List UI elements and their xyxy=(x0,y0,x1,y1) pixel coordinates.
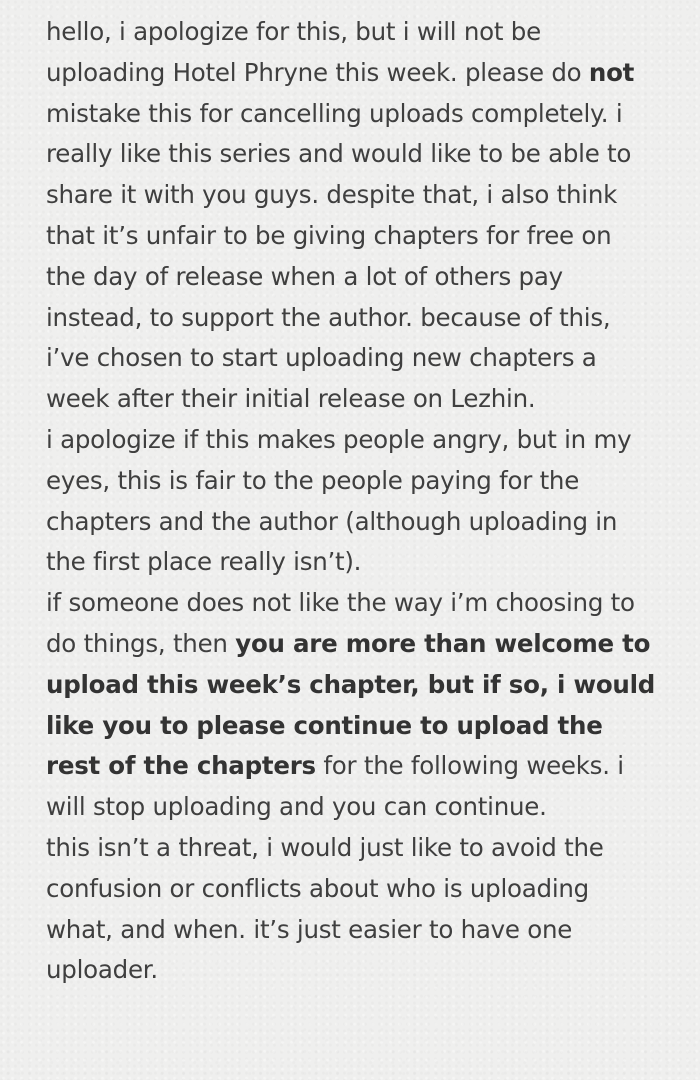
paragraph-1-bold-not: not xyxy=(588,57,635,87)
paragraph-3 xyxy=(46,583,656,828)
paragraph-3-bold-text: you are more than welcome to upload this week’s chapter, but if so, i would like you to please continue to upload the rest of the chapters xyxy=(46,628,656,781)
paragraph-1 xyxy=(46,12,656,420)
paragraph-3-text-end: for the following weeks. i will stop uploading and you can continue. xyxy=(46,751,624,822)
paragraph-4: this isn’t a threat, i would just like to avoid the confusion or conflicts about who is uploading what, and when. it’s just easier to have one uploader. xyxy=(46,832,604,985)
paragraph-1-text-start: hello, i apologize for this, but i will not be uploading Hotel Phryne this week. please do xyxy=(46,17,589,87)
paragraph-2: i apologize if this makes people angry, but in my eyes, this is fair to the people paying for the chapters and the author (although uploading in the first place really isn’t). xyxy=(46,424,632,577)
paragraph-1-text-end: mistake this for cancelling uploads completely. i really like this series and would like to be able to share it with you guys. despite that, i also think that it’s unfair to be giving chapters for free on the day of release when a lot of others pay instead, to support the author. because of this, i’ve chosen to start uploading new chapters a week after their initial release on Lezhin. xyxy=(46,98,632,414)
paragraph-3-text-start: if someone does not like the way i’m choosing to do things, then xyxy=(46,588,635,658)
note-body xyxy=(46,12,656,991)
